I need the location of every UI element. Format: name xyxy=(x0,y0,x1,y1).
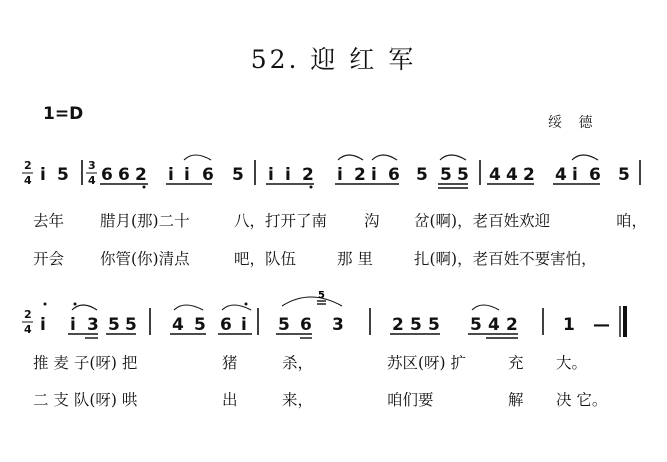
note: 4 xyxy=(172,315,184,335)
note: i xyxy=(285,165,291,185)
note: 5 xyxy=(57,165,69,185)
note: i xyxy=(268,165,274,185)
note: 2 xyxy=(506,315,518,335)
note: 6 xyxy=(202,165,214,185)
svg-text:推 麦 子(呀) 把: 推 麦 子(呀) 把 xyxy=(33,354,138,372)
svg-text:大。: 大。 xyxy=(556,354,588,372)
svg-text:4: 4 xyxy=(24,323,32,336)
svg-text:八，打开了南: 八，打开了南 xyxy=(234,212,328,230)
time-signature-2-4 xyxy=(22,159,33,187)
composer-origin: 绥 德 xyxy=(548,115,599,131)
time-signature-2-4-line2 xyxy=(22,308,33,336)
svg-text:你管(你)清点: 你管(你)清点 xyxy=(100,250,190,268)
note: 5 xyxy=(410,315,422,335)
svg-text:开会: 开会 xyxy=(33,250,65,268)
svg-text:沟: 沟 xyxy=(364,212,380,230)
svg-text:吧，队伍: 吧，队伍 xyxy=(234,250,297,268)
svg-text:4: 4 xyxy=(88,174,96,187)
note: 3 xyxy=(87,315,99,335)
note: i xyxy=(40,315,46,335)
svg-text:3: 3 xyxy=(88,159,96,172)
svg-text:咱，: 咱， xyxy=(616,212,648,230)
note: 4 xyxy=(488,315,500,335)
note: i xyxy=(572,165,578,185)
octave-dots-line2 xyxy=(44,303,248,306)
svg-text:二 支 队(呀) 哄: 二 支 队(呀) 哄 xyxy=(33,391,138,409)
beams-line1 xyxy=(100,184,600,188)
note: 5 xyxy=(618,165,630,185)
note: 6 xyxy=(388,165,400,185)
notes-line1 xyxy=(40,165,630,185)
svg-text:岔(啊)，老百姓欢迎: 岔(啊)，老百姓欢迎 xyxy=(414,212,551,230)
svg-text:那 里: 那 里 xyxy=(337,250,373,268)
note: i xyxy=(70,315,76,335)
song-title: 52. 迎 红 军 xyxy=(250,45,417,74)
svg-text:咱们要: 咱们要 xyxy=(387,391,434,409)
note: 2 xyxy=(135,165,147,185)
svg-text:2: 2 xyxy=(24,159,32,172)
svg-text:充: 充 xyxy=(508,354,524,372)
note: 2 xyxy=(392,315,404,335)
note: 1 xyxy=(563,315,575,335)
note: 2 xyxy=(354,165,366,185)
note: 6 xyxy=(118,165,130,185)
note: — xyxy=(593,315,610,335)
note: i xyxy=(337,165,343,185)
note: 6 xyxy=(300,315,312,335)
svg-text:扎(啊)，老百姓不要害怕，: 扎(啊)，老百姓不要害怕， xyxy=(414,250,597,268)
note: 6 xyxy=(220,315,232,335)
lyrics-line1-verse2 xyxy=(33,250,597,268)
svg-text:猪: 猪 xyxy=(222,354,238,372)
lyrics-line1-verse1 xyxy=(33,211,647,230)
svg-text:解: 解 xyxy=(508,391,524,409)
key-signature: 1=D xyxy=(43,104,84,124)
note: 5 xyxy=(232,165,244,185)
lyrics-line2-verse2 xyxy=(33,391,607,409)
svg-text:出: 出 xyxy=(222,391,238,409)
note: 5 xyxy=(416,165,428,185)
svg-text:2: 2 xyxy=(24,308,32,321)
lyrics-line2-verse1 xyxy=(33,353,587,372)
svg-text:来，: 来， xyxy=(282,391,314,409)
note: 6 xyxy=(101,165,113,185)
svg-text:去年: 去年 xyxy=(33,212,65,230)
note: 6 xyxy=(589,165,601,185)
time-signature-3-4 xyxy=(86,159,97,187)
note: i xyxy=(241,315,247,335)
svg-text:苏区(呀) 扩: 苏区(呀) 扩 xyxy=(387,354,467,372)
note: 5 xyxy=(278,315,290,335)
note: i xyxy=(40,165,46,185)
note: i xyxy=(184,165,190,185)
note: 5 xyxy=(108,315,120,335)
svg-text:杀，: 杀， xyxy=(282,354,314,372)
note: 5 xyxy=(470,315,482,335)
note: 5 xyxy=(457,165,469,185)
note: 5 xyxy=(428,315,440,335)
note: i xyxy=(371,165,377,185)
note: 5 xyxy=(125,315,137,335)
note: 2 xyxy=(302,165,314,185)
svg-text:5: 5 xyxy=(318,290,325,301)
note: 4 xyxy=(555,165,567,185)
octave-dots-line1 xyxy=(143,186,313,189)
note: 2 xyxy=(523,165,535,185)
slurs-line1 xyxy=(184,155,598,160)
note: i xyxy=(168,165,174,185)
note: 5 xyxy=(440,165,452,185)
svg-text:腊月(那)二十: 腊月(那)二十 xyxy=(100,212,190,230)
svg-text:4: 4 xyxy=(24,174,32,187)
note: 3 xyxy=(332,315,344,335)
slurs-line2 xyxy=(72,297,499,310)
note: 5 xyxy=(194,315,206,335)
beams-line2 xyxy=(68,334,518,338)
note: 4 xyxy=(506,165,518,185)
svg-text:决 它。: 决 它。 xyxy=(556,391,608,409)
notes-line2 xyxy=(40,315,610,335)
note: 4 xyxy=(489,165,501,185)
